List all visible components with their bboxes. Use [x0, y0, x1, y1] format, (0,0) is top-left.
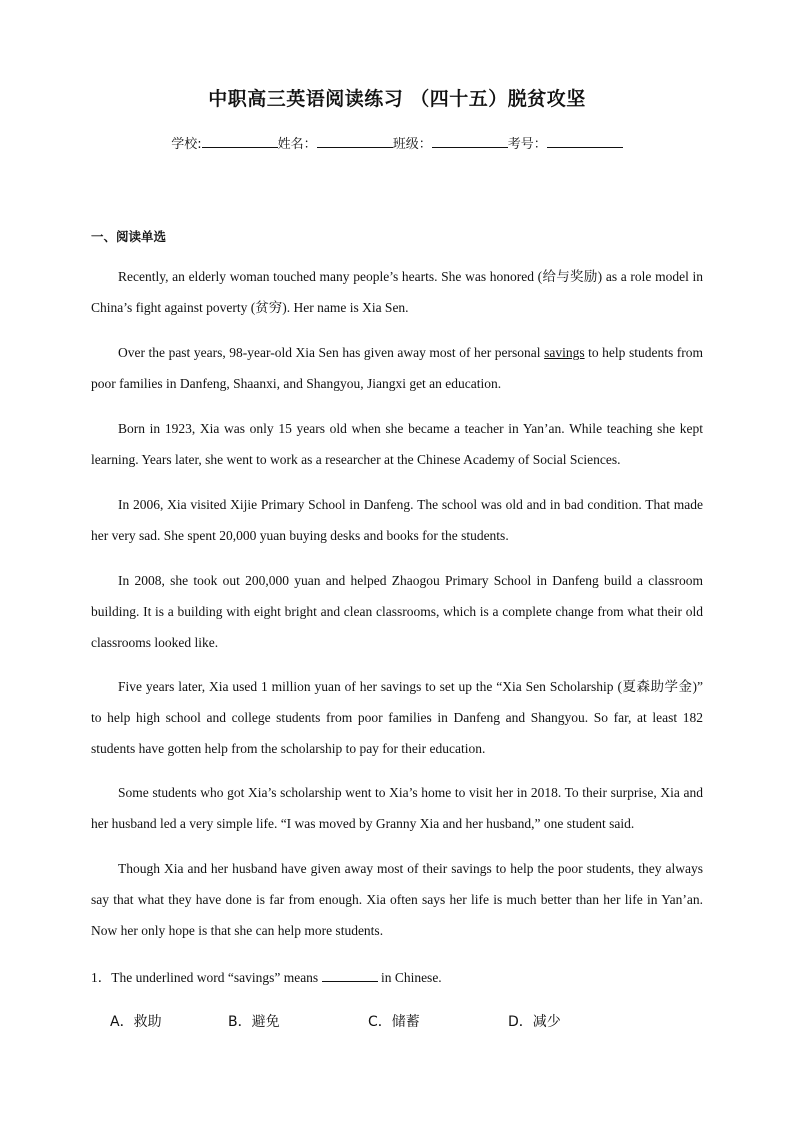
option-c[interactable]: C．储蓄 [368, 1014, 420, 1030]
paragraph: Five years later, Xia used 1 million yuan of her savings to set up the “Xia Sen Scholarship (夏森助学金)” to help high school and college students from poor families in Danfeng and Shangyou. So far, at least 182 students have gotten help from the scholarship to pay for their education. [91, 679, 703, 756]
question-text-end: in Chinese. [377, 970, 442, 985]
school-blank [202, 135, 278, 148]
question-number: 1． [91, 970, 112, 985]
paragraph: Over the past years, 98-year-old Xia Sen has given away most of her personal savings to help students from poor families in Danfeng, Shaanxi, and Shangyou, Jiangxi get an education. [91, 345, 703, 391]
name-label: 姓名： [277, 137, 317, 152]
paragraph: Born in 1923, Xia was only 15 years old when she became a teacher in Yan’an. While teaching she kept learning. Years later, she went to work as a researcher at the Chinese Academy of Social Sciences. [91, 421, 703, 467]
option-d[interactable]: D．减少 [508, 1014, 561, 1030]
question-1 [91, 966, 442, 986]
paragraph: Some students who got Xia’s scholarship went to Xia’s home to visit her in 2018. To their surprise, Xia and her husband led a very simple life. “I was moved by Granny Xia and her husband,” one student said. [91, 785, 703, 831]
paragraph: In 2006, Xia visited Xijie Primary School in Danfeng. The school was old and in bad condition. That made her very sad. She spent 20,000 yuan buying desks and books for the students. [91, 497, 703, 543]
question-text: The underlined word “savings” means [111, 970, 322, 985]
student-info-line [0, 133, 794, 152]
exam-no-label: 考号： [507, 137, 547, 152]
underlined-word: savings [544, 345, 585, 360]
class-blank [432, 135, 508, 148]
paragraph: Though Xia and her husband have given away most of their savings to help the poor students, they always say that what they have done is far from enough. Xia often says her life is much better than her life in Yan’an. Now her only hope is that she can help more students. [91, 861, 703, 938]
section-heading: 一、阅读单选 [91, 229, 167, 244]
exam-no-blank [547, 135, 623, 148]
option-b[interactable]: B．避免 [228, 1014, 280, 1030]
option-a[interactable]: A．救助 [110, 1014, 162, 1030]
name-blank [317, 135, 393, 148]
paragraph: In 2008, she took out 200,000 yuan and helped Zhaogou Primary School in Danfeng build a classroom building. It is a building with eight bright and clean classrooms, which is a complete change from what their old classrooms looked like. [91, 573, 703, 650]
paragraph: Recently, an elderly woman touched many people’s hearts. She was honored (给与奖励) as a role model in China’s fight against poverty (贫穷). Her name is Xia Sen. [91, 269, 703, 315]
class-label: 班级： [392, 137, 432, 152]
answer-blank [322, 969, 378, 982]
document-title: 中职高三英语阅读练习 （四十五）脱贫攻坚 [208, 88, 586, 110]
school-label: 学校: [171, 137, 202, 152]
